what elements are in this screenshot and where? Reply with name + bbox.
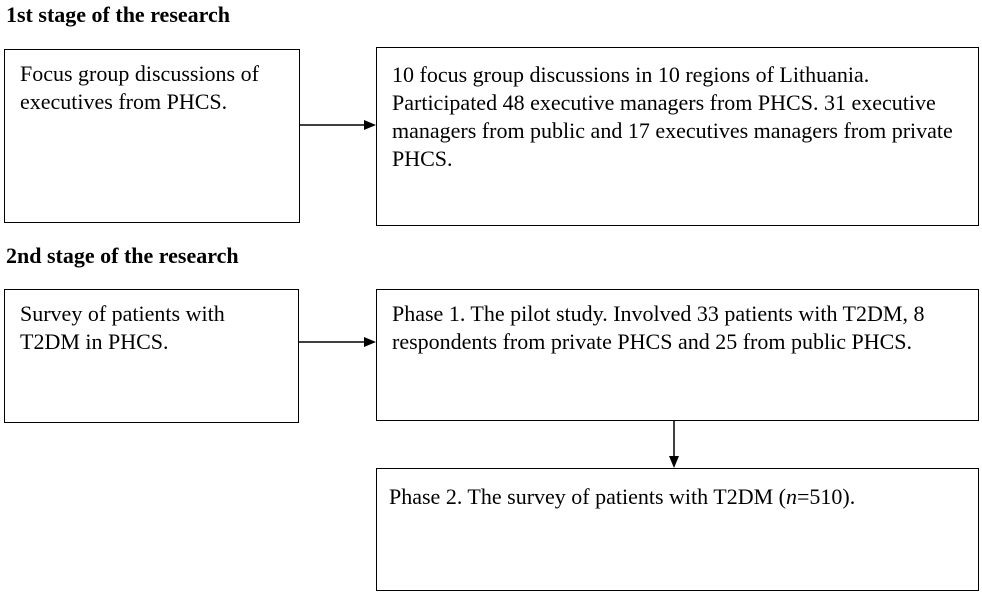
stage1-left-text: Focus group discussions of executives from PHCS. — [20, 61, 259, 114]
arrow-phase1-down — [669, 421, 679, 468]
arrow-stage2-right — [299, 337, 376, 347]
phase1-text: Phase 1. The pilot study. Involved 33 patients with T2DM, 8 respondents from private PHCS and 25 from public PHCS. — [392, 301, 925, 354]
arrow-stage1-right — [300, 120, 376, 130]
stage2-left-text: Survey of patients with T2DM in PHCS. — [20, 301, 225, 354]
phase2-text-prefix: Phase 2. The survey of patients with T2DM ( — [389, 484, 786, 509]
stage2-heading: 2nd stage of the research — [6, 243, 239, 268]
phase2-text-suffix: =510). — [796, 484, 856, 509]
stage1-heading: 1st stage of the research — [6, 2, 231, 27]
phase2-n-variable: n — [785, 484, 797, 509]
stage1-right-text: 10 focus group discussions in 10 regions of Lithuania. Participated 48 executive managers from PHCS. 31 executive managers from public and 17 executives managers from private PHCS. — [392, 62, 953, 171]
